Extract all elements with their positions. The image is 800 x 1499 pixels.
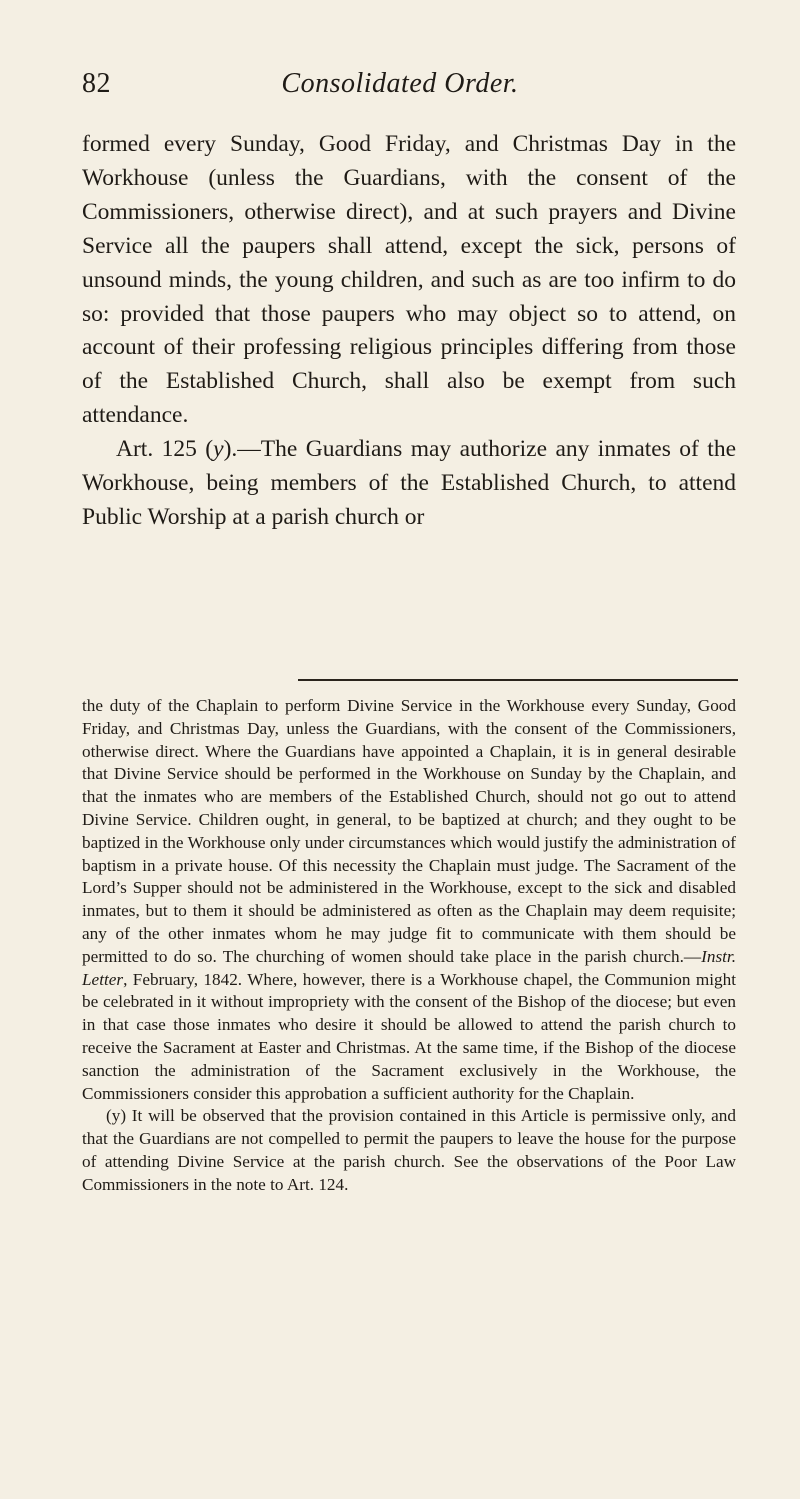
page-number: 82 [82, 68, 111, 99]
main-text [82, 128, 736, 535]
footnote-y [82, 1105, 736, 1196]
main-paragraph-continued: formed every Sunday, Good Friday, and Christmas Day in the Workhouse (unless the Guardians, with the consent of the Commissioners, otherwise direct), and at such prayers and Divine Service all the paupers shall attend, except the sick, persons of unsound minds, the young children, and such as are too infirm to do so: provided that those paupers who may object so to attend, on account of their professing religious principles differing from those of the Established Church, shall also be exempt from such attendance. [82, 131, 736, 429]
footnotes [82, 695, 736, 1197]
footnote-text-part1: the duty of the Chaplain to perform Divine Service in the Workhouse every Sunday, Good Friday, and Christmas Day, unless the Guardians, with the consent of the Commissioners, otherwise direct. Where the Guardians have appointed a Chaplain, it is in general desirable that Divine Service should be performed in the Workhouse on Sunday by the Chaplain, and that the inmates who are members of the Established Church, should not go out to attend Divine Service. Children ought, in general, to be baptized at church; and they ought to be baptized in the Workhouse only under circumstances which would justify the administration of baptism in a private house. Of this necessity the Chaplain must judge. The Sacrament of the Lord’s Supper should not be administered in the Workhouse, except to the sick and disabled inmates, but to them it should be administered as often as the Chaplain may deem requisite; any of the other inmates whom he may judge fit to communicate with them should be permitted to do so. The churching of women should take place in the parish church.— [82, 696, 736, 966]
footnote-y-marker: (y) [106, 1106, 127, 1126]
footnote-continued [82, 695, 736, 1105]
footnote-rule [298, 679, 738, 681]
article-125-paragraph [82, 433, 736, 535]
article-125-text: The Guardians may authorize any inmates of the Workhouse, being members of the Established Church, to attend Public Worship at a parish church or [82, 436, 737, 530]
footnote-source: Instr. Letter [82, 946, 736, 989]
article-label: Art. 125 ( [116, 436, 214, 463]
running-title: Consolidated Order. [281, 68, 519, 99]
page-header [0, 68, 800, 108]
article-label-close: ).— [223, 436, 261, 463]
note-reference: y [213, 436, 224, 463]
footnote-text-part2: , February, 1842. Where, however, there is a Workhouse chapel, the Communion might be celebrated in it without impropriety with the consent of the Bishop of the diocese; but even in that case those inmates who desire it should be allowed to attend the parish church to receive the Sacrament at Easter and Christmas. At the same time, if the Bishop of the diocese sanction the administration of the Sacrament exclusively in the Workhouse, the Commissioners consider this approbation a sufficient authority for the Chaplain. [82, 969, 736, 1103]
footnote-y-text: It will be observed that the provision contained in this Article is permissive only, and that the Guardians are not compelled to permit the paupers to leave the house for the purpose of attending Divine Service at the parish church. See the observations of the Poor Law Commissioners in the note to Art. 124. [82, 1106, 736, 1194]
